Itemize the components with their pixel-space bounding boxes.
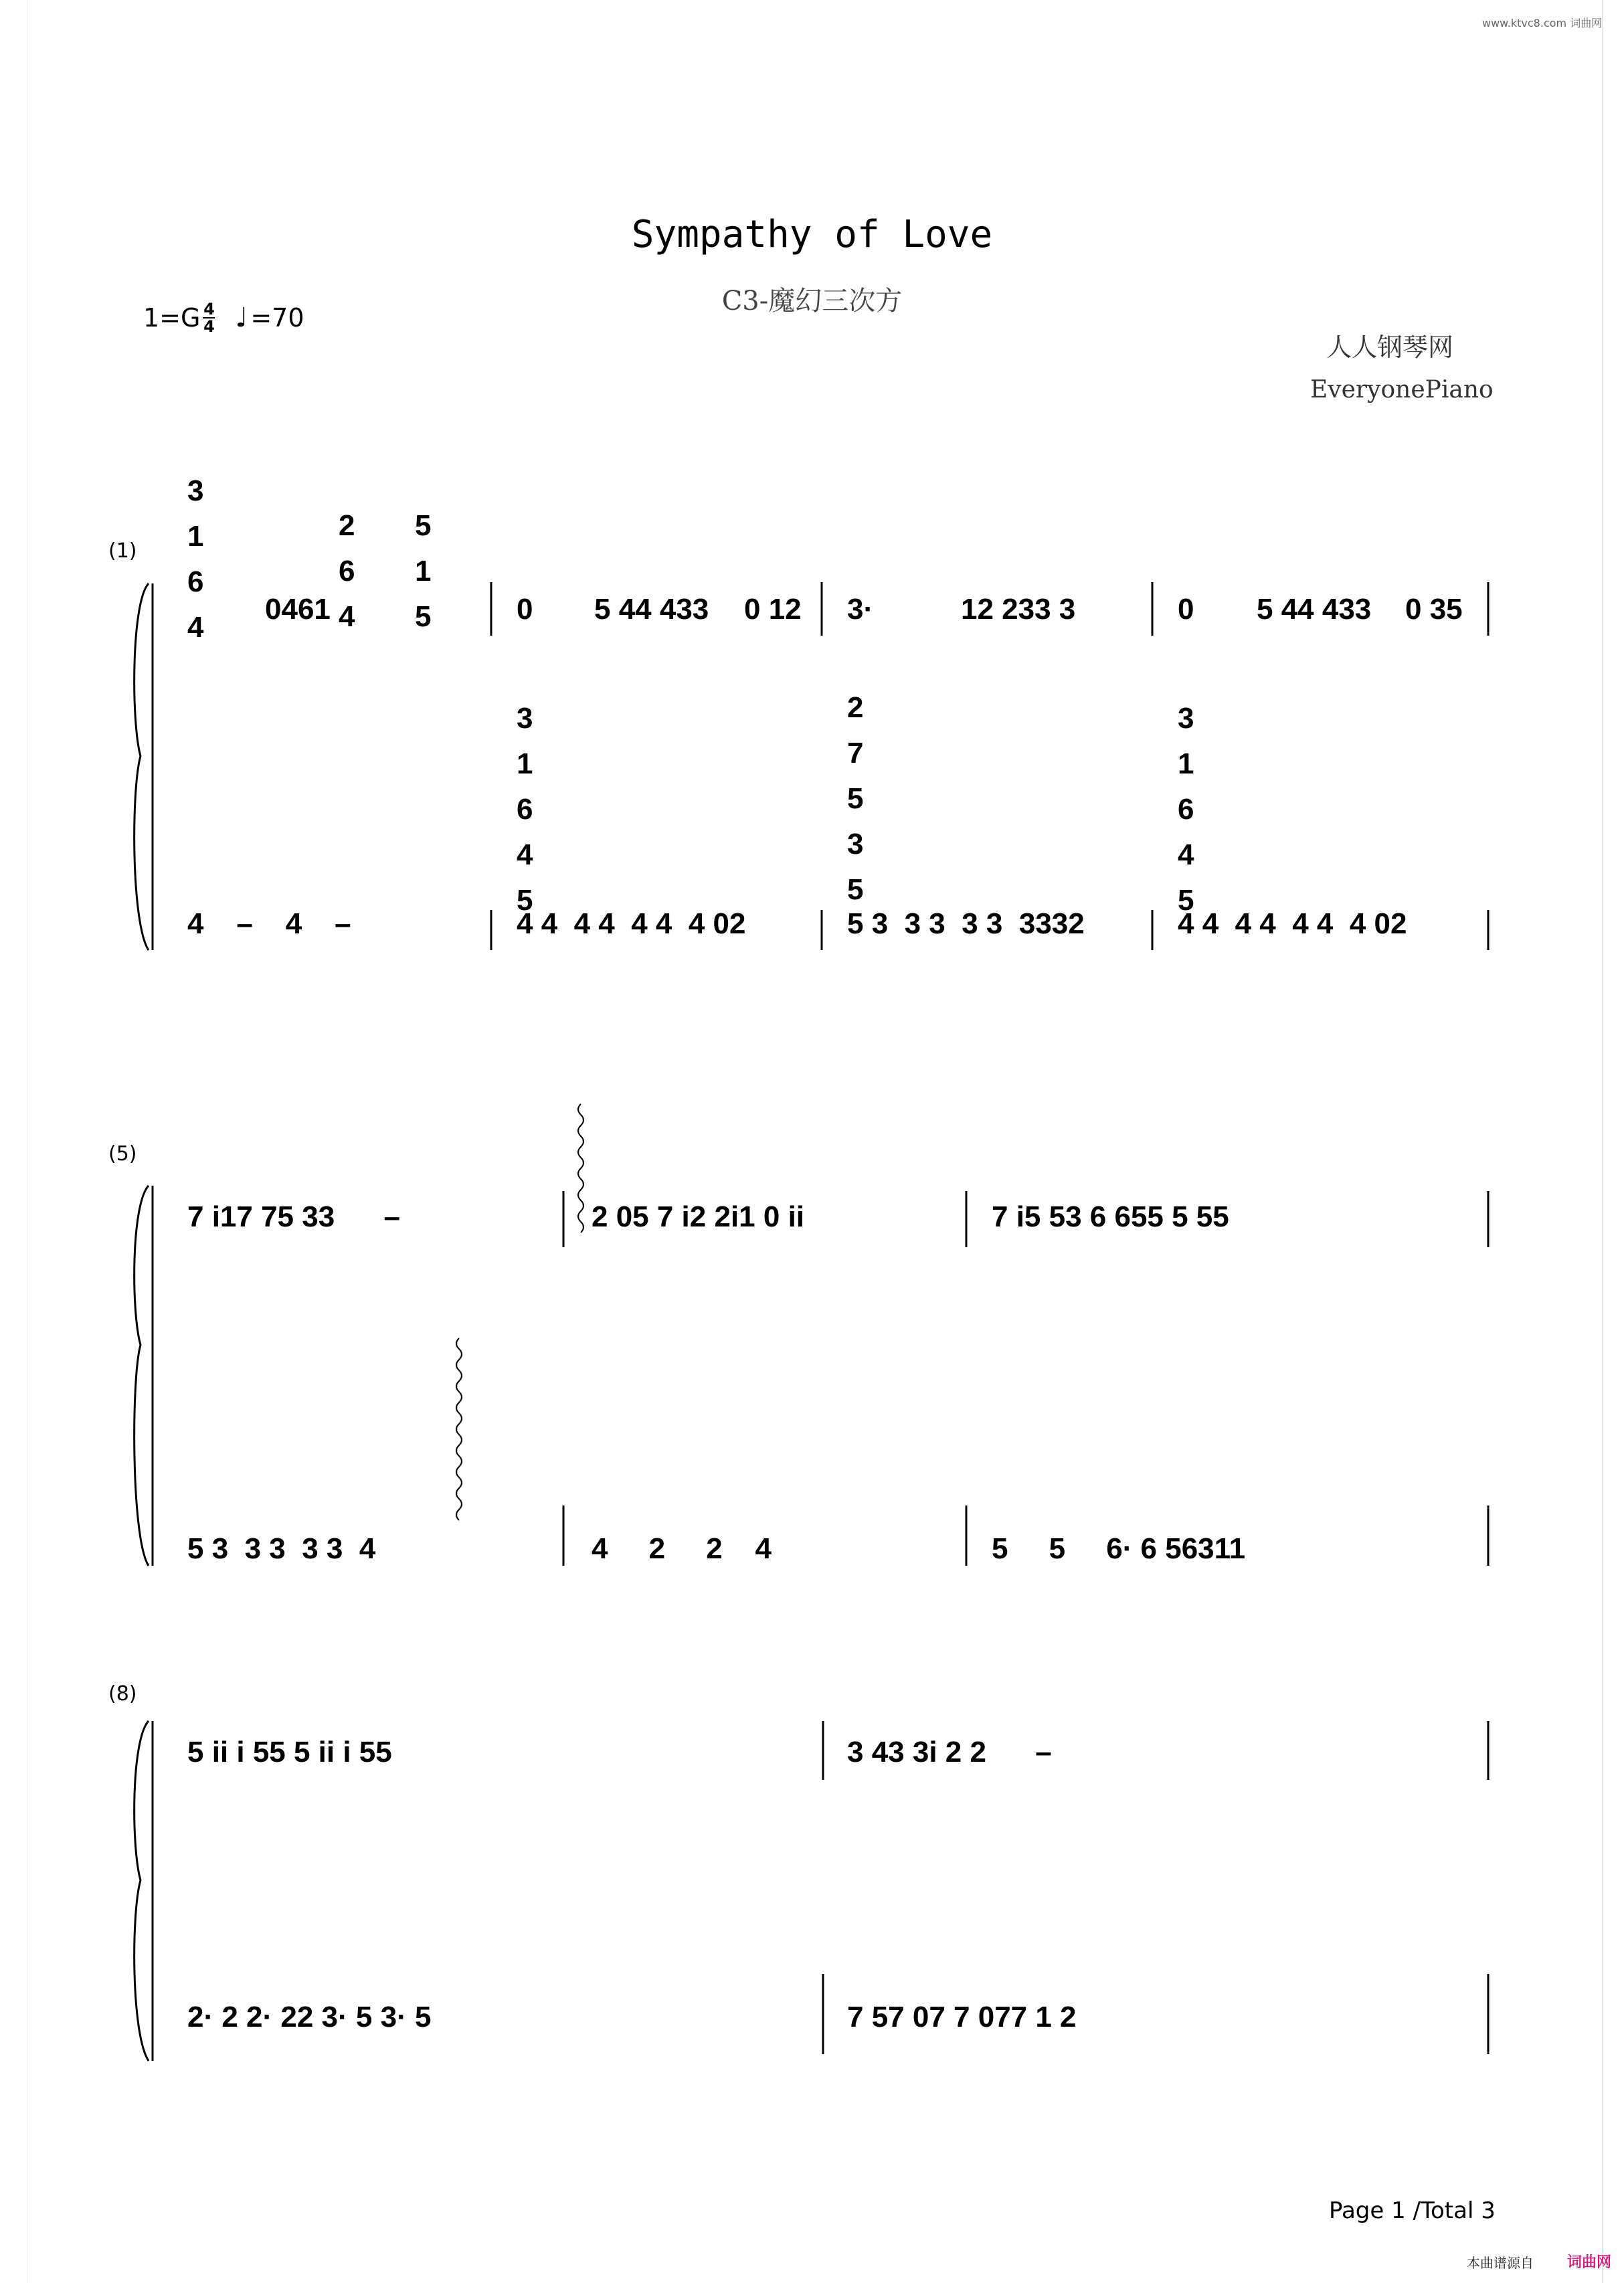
source-site-logo: 词曲网 [1567,2254,1612,2271]
chord-notes: 2 7 5 3 5 [847,691,864,906]
publisher-name: 人人钢琴网 [1326,333,1454,362]
melody-notes: 12 233 3 [961,593,1076,626]
bass-notes: 4 – 4 – [187,907,351,940]
melody-notes: 5 44 433 [594,593,709,626]
bass-notes: 4 2 2 4 [592,1532,772,1565]
chord-notes: 3 1 6 4 5 [1178,702,1194,917]
melody-notes: 7 i5 53 6 655 5 55 [992,1200,1229,1233]
melody-notes: 5 ii i 55 5 ii i 55 [187,1736,392,1768]
chord-notes: 3 1 6 4 [187,474,204,644]
system-number-2: (5) [108,1142,137,1166]
chord-notes: 3 1 6 4 5 [517,702,533,917]
melody-notes: 3· [847,593,874,626]
melody-notes: 3 43 3i 2 2 – [847,1736,1052,1768]
system-1 [134,582,1488,950]
melody-notes: 0 12 [744,593,802,626]
source-label: 本曲谱源自 [1467,2255,1534,2271]
publisher-name-en: EveryonePiano [1310,376,1494,403]
brace-system-3 [134,1721,149,2061]
key-label: 1=G [143,303,201,333]
tempo-value: =70 [250,303,304,333]
brace-system-2 [134,1186,149,1566]
system-2 [134,1104,1488,1566]
bass-notes: 4 4 4 4 4 4 4 02 [517,907,746,940]
melody-notes: 0 [1178,593,1194,626]
melody-notes: 2 05 7 i2 2i1 0 ii [592,1200,805,1233]
melody-notes: 0461 [265,593,331,626]
time-denominator: 4 [203,317,215,336]
arpeggio [578,1104,583,1232]
song-subtitle: C3-魔幻三次方 [721,286,903,316]
arpeggio [456,1338,462,1520]
bass-notes: 7 57 07 7 077 1 2 [847,2001,1077,2033]
bass-notes: 5 3 3 3 3 3 3332 [847,907,1085,940]
melody-notes: 0 [517,593,533,626]
melody-notes: 0 35 [1405,593,1463,626]
melody-notes: 7 i17 75 33 – [187,1200,401,1233]
chord-notes: 2 6 4 [339,509,355,633]
brace-system-1 [134,583,149,950]
song-title: Sympathy of Love [631,213,993,256]
bass-notes: 2· 2 2· 22 3· 5 3· 5 [187,2001,432,2033]
page-number: Page 1 /Total 3 [1329,2197,1496,2224]
bass-notes: 4 4 4 4 4 4 4 02 [1178,907,1407,940]
system-number-1: (1) [108,539,137,563]
bass-notes: 5 5 6· 6 56311 [992,1532,1246,1565]
chord-notes: 5 1 5 [415,509,432,633]
quarter-note-icon: ♩ [235,302,248,333]
melody-notes: 5 44 433 [1257,593,1372,626]
time-numerator: 4 [203,300,215,318]
corner-watermark: www.ktvc8.com 词曲网 [1482,17,1603,29]
system-number-3: (8) [108,1682,137,1706]
bass-notes: 5 3 3 3 3 3 4 [187,1532,376,1565]
